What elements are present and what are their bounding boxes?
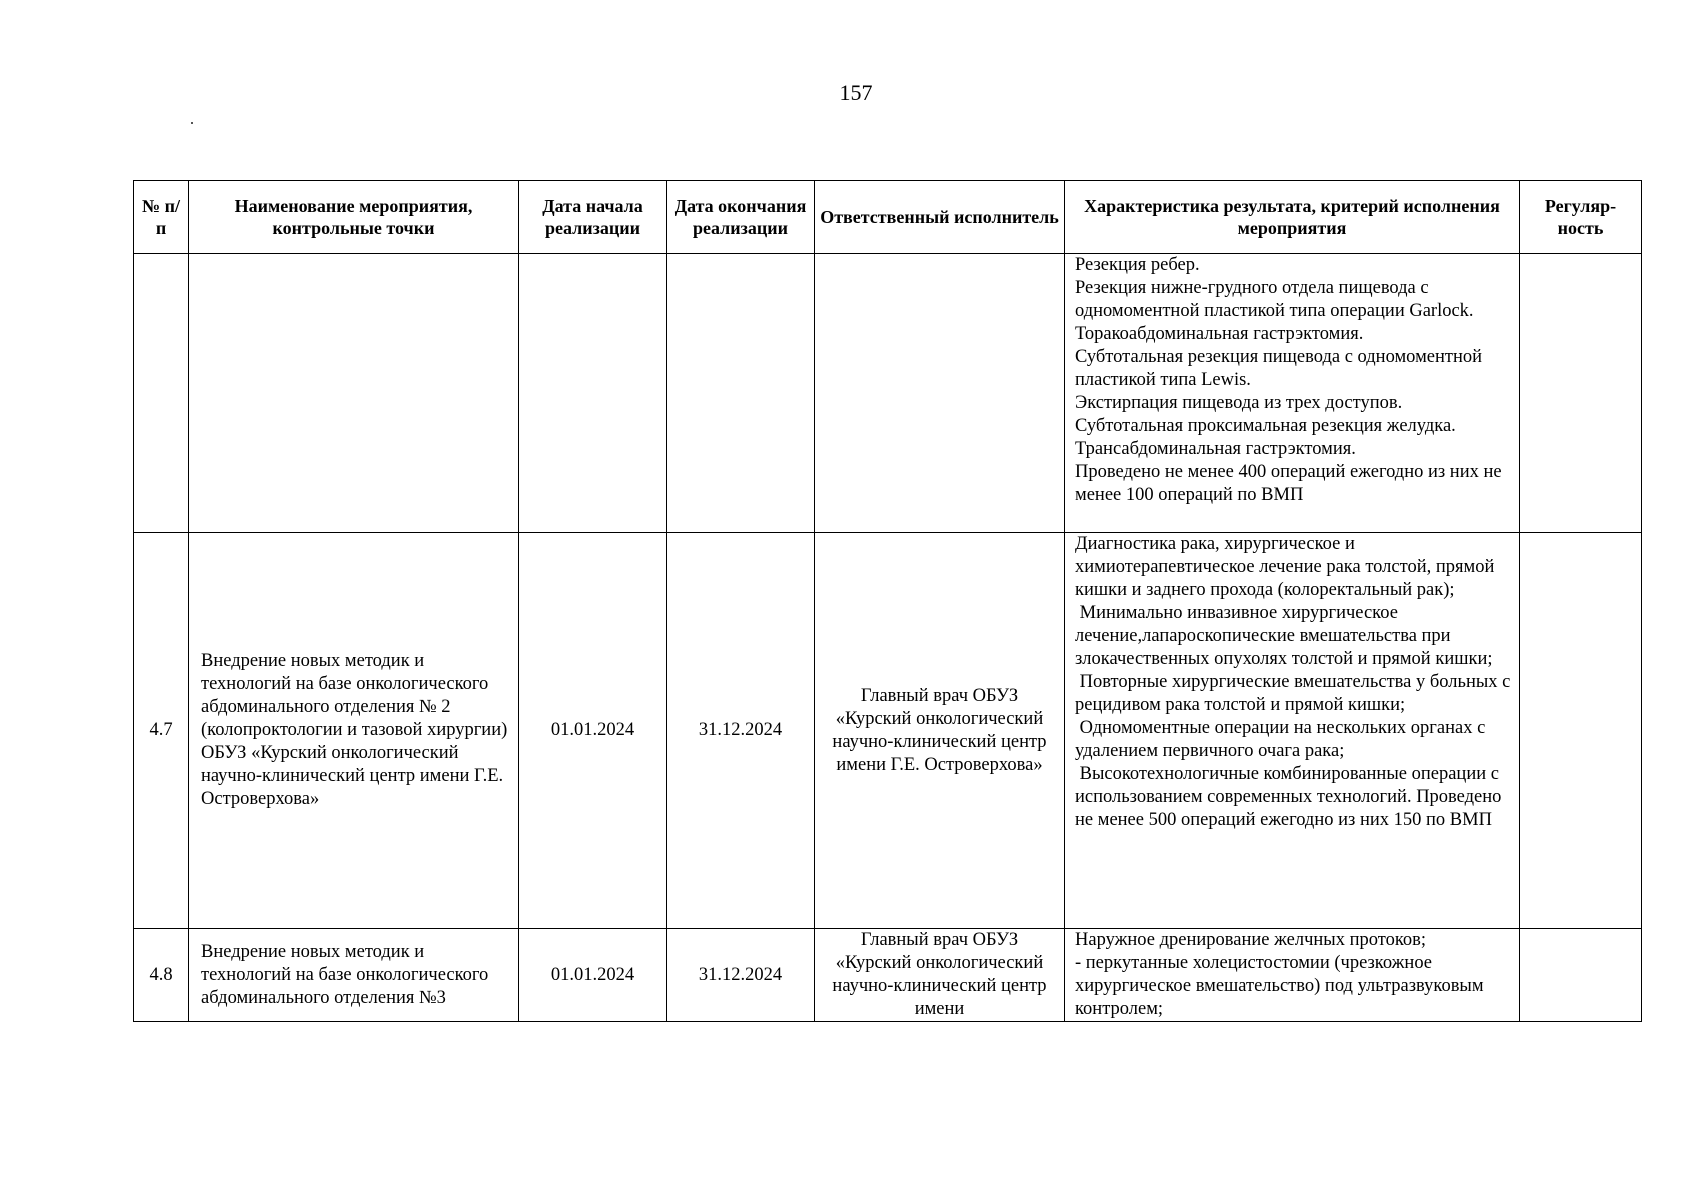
result-line: Экстирпация пищевода из трех доступов. bbox=[1075, 393, 1403, 413]
header-start-date: Дата начала реализации bbox=[519, 181, 667, 254]
row-start-date: 01.01.2024 bbox=[519, 533, 667, 929]
result-line: Повторные хирургические вмешательства у больных с рецидивом рака толстой и прямой кишки; bbox=[1075, 672, 1515, 715]
header-end-date: Дата окончания реализации bbox=[667, 181, 815, 254]
row-num: 4.8 bbox=[134, 929, 189, 1022]
header-responsible: Ответственный исполнитель bbox=[815, 181, 1065, 254]
action-plan-table bbox=[133, 180, 1642, 1022]
row-name: Внедрение новых методик и технологий на базе онкологического абдоминального отделения №3 bbox=[189, 929, 519, 1022]
result-line: Наружное дренирование желчных протоков; bbox=[1075, 930, 1427, 950]
row-regularity bbox=[1520, 254, 1642, 533]
row-name: Внедрение новых методик и технологий на базе онкологического абдоминального отделения № 2 (колопроктологии и тазовой хирургии) ОБУЗ «Курский онкологический научно-клинический центр имени Г.Е. Островерхова» bbox=[189, 533, 519, 929]
row-name bbox=[189, 254, 519, 533]
row-start-date: 01.01.2024 bbox=[519, 929, 667, 1022]
result-line: Одномоментные операции на нескольких органах с удалением первичного очага рака; bbox=[1075, 718, 1490, 761]
result-line: Резекция ребер. bbox=[1075, 255, 1200, 275]
page-number: 157 bbox=[839, 80, 873, 105]
row-result bbox=[1065, 254, 1520, 533]
row-end-date: 31.12.2024 bbox=[667, 533, 815, 929]
table-row bbox=[134, 929, 1642, 1022]
result-line: Трансабдоминальная гастрэктомия. bbox=[1075, 439, 1356, 459]
table-row bbox=[134, 533, 1642, 929]
result-line: Субтотальная резекция пищевода с одномоментной пластикой типа Lewis. bbox=[1075, 347, 1487, 390]
result-line: Субтотальная проксимальная резекция желудка. bbox=[1075, 416, 1456, 436]
table-row bbox=[134, 254, 1642, 533]
row-end-date bbox=[667, 254, 815, 533]
row-regularity bbox=[1520, 533, 1642, 929]
header-regularity: Регуляр-ность bbox=[1520, 181, 1642, 254]
row-start-date bbox=[519, 254, 667, 533]
result-line: Торакоабдоминальная гастрэктомия. bbox=[1075, 324, 1364, 344]
header-num: № п/п bbox=[134, 181, 189, 254]
result-line: - перкутанные холецистостомии (чрезкожное хирургическое вмешательство) под ультразвуковым контролем; bbox=[1075, 953, 1489, 1019]
header-result: Характеристика результата, критерий исполнения мероприятия bbox=[1065, 181, 1520, 254]
result-line: Диагностика рака, хирургическое и химиотерапевтическое лечение рака толстой, прямой кишки и заднего прохода (колоректальный рак); bbox=[1075, 534, 1500, 600]
row-num bbox=[134, 254, 189, 533]
scan-speck bbox=[191, 122, 193, 124]
table-header-row bbox=[134, 181, 1642, 254]
result-line: Минимально инвазивное хирургическое лечение,лапароскопические вмешательства при злокачественных опухолях толстой и прямой кишки; bbox=[1075, 603, 1493, 669]
row-result bbox=[1065, 533, 1520, 929]
row-responsible: Главный врач ОБУЗ «Курский онкологический научно-клинический центр имени bbox=[815, 929, 1065, 1022]
row-result bbox=[1065, 929, 1520, 1022]
row-responsible bbox=[815, 254, 1065, 533]
row-num: 4.7 bbox=[134, 533, 189, 929]
row-end-date: 31.12.2024 bbox=[667, 929, 815, 1022]
result-line: Проведено не менее 400 операций ежегодно из них не менее 100 операций по ВМП bbox=[1075, 462, 1507, 505]
result-line: Высокотехнологичные комбинированные операции с использованием современных технологий. Проведено не менее 500 операций ежегодно из них 150 по ВМП bbox=[1075, 764, 1507, 830]
row-responsible: Главный врач ОБУЗ «Курский онкологический научно-клинический центр имени Г.Е. Островерхова» bbox=[815, 533, 1065, 929]
result-line: Резекция нижне-грудного отдела пищевода с одномоментной пластикой типа операции Garlock. bbox=[1075, 278, 1474, 321]
header-name: Наименование мероприятия, контрольные точки bbox=[189, 181, 519, 254]
row-regularity bbox=[1520, 929, 1642, 1022]
